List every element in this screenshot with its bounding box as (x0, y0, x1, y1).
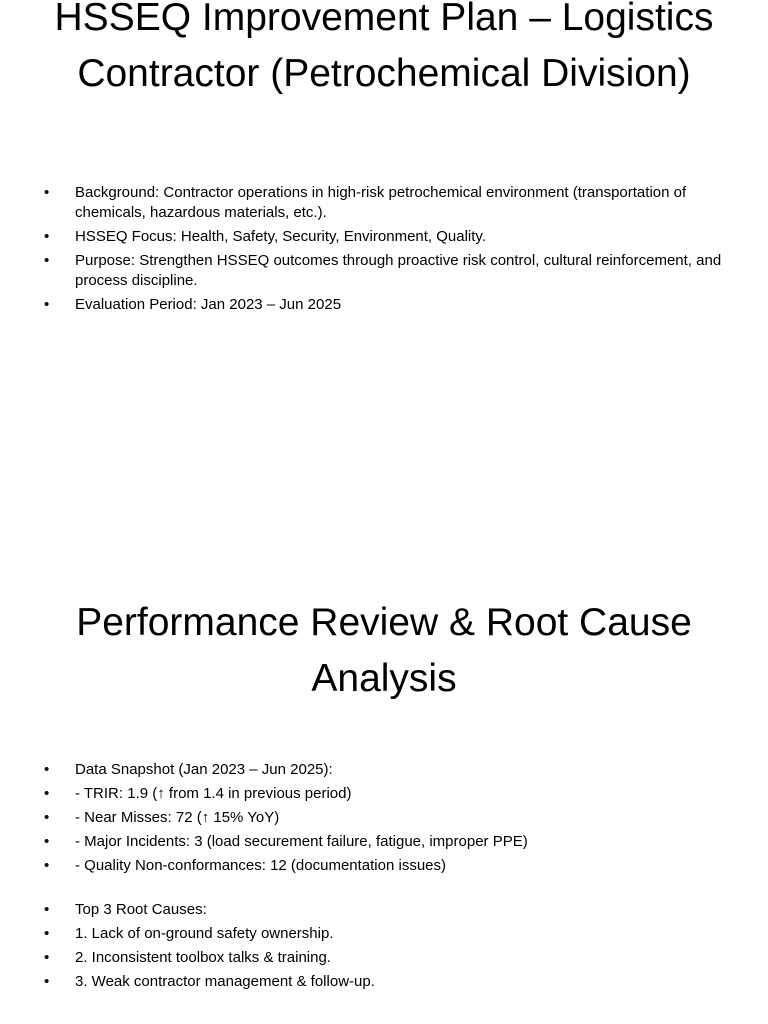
bullet-text: HSSEQ Focus: Health, Safety, Security, Environment, Quality. (75, 228, 486, 245)
bullet-text: - Near Misses: 72 (↑ 15% YoY) (75, 809, 280, 826)
bullet-item-background (44, 183, 724, 223)
bullet-text: Purpose: Strengthen HSSEQ outcomes through proactive risk control, cultural reinforcement, and process discipline. (75, 252, 722, 289)
bullet-icon: • (44, 252, 50, 269)
bullet-item-purpose (44, 251, 724, 291)
bullet-text: - TRIR: 1.9 (↑ from 1.4 in previous period) (75, 785, 352, 802)
bullet-text: Evaluation Period: Jan 2023 – Jun 2025 (75, 296, 342, 313)
bullet-item-quality-ncs (44, 856, 724, 876)
bullet-icon: • (44, 184, 50, 201)
bullet-list (44, 760, 724, 996)
bullet-text: - Quality Non-conformances: 12 (documentation issues) (75, 857, 447, 874)
bullet-icon: • (44, 761, 50, 778)
bullet-icon: • (44, 833, 50, 850)
slide-title: Performance Review & Root Cause Analysis (76, 601, 692, 700)
bullet-text: Top 3 Root Causes: (75, 901, 207, 918)
bullet-item-root-cause-3 (44, 972, 724, 992)
bullet-icon: • (44, 949, 50, 966)
bullet-item-root-causes (44, 900, 724, 920)
bullet-icon: • (44, 296, 50, 313)
bullet-item-root-cause-1 (44, 924, 724, 944)
bullet-icon: • (44, 857, 50, 874)
bullet-text: 3. Weak contractor management & follow-up. (75, 973, 375, 990)
bullet-item-major-incidents (44, 832, 724, 852)
bullet-icon: • (44, 785, 50, 802)
slide-performance-review (0, 512, 768, 1024)
bullet-item-near-misses (44, 808, 724, 828)
bullet-item-root-cause-2 (44, 948, 724, 968)
bullet-icon: • (44, 925, 50, 942)
bullet-text: Background: Contractor operations in high-risk petrochemical environment (transportation of chemicals, hazardous materials, etc.). (75, 184, 687, 221)
bullet-item-trir (44, 784, 724, 804)
bullet-list (44, 183, 724, 319)
slide-title: HSSEQ Improvement Plan – Logistics Contractor (Petrochemical Division) (54, 0, 714, 95)
bullet-text: - Major Incidents: 3 (load securement failure, fatigue, improper PPE) (75, 833, 528, 850)
bullet-text: Data Snapshot (Jan 2023 – Jun 2025): (75, 761, 333, 778)
bullet-icon: • (44, 973, 50, 990)
bullet-icon: • (44, 809, 50, 826)
bullet-icon: • (44, 901, 50, 918)
bullet-item-period (44, 295, 724, 315)
bullet-item-data-snapshot (44, 760, 724, 780)
bullet-text: 1. Lack of on-ground safety ownership. (75, 925, 334, 942)
bullet-item-focus (44, 227, 724, 247)
bullet-icon: • (44, 228, 50, 245)
bullet-text: 2. Inconsistent toolbox talks & training. (75, 949, 331, 966)
